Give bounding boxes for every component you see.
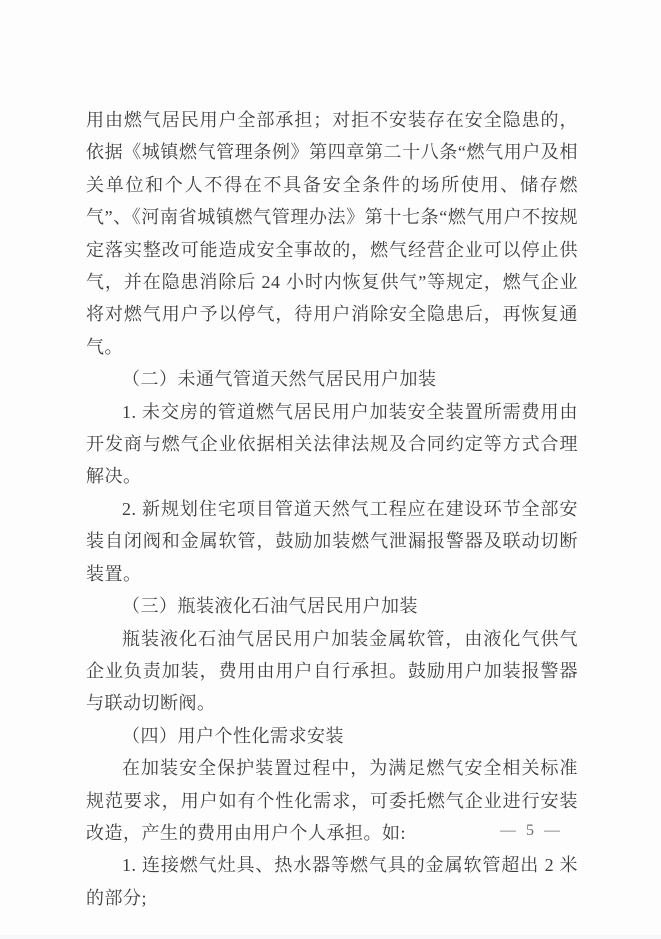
scan-edge-artifact (0, 935, 661, 939)
numbered-item-hose-excess: 1. 连接燃气灶具、热水器等燃气具的金属软管超出 2 米的部分; (86, 855, 578, 908)
continuation-paragraph: 用由燃气居民用户全部承担；对拒不安装存在安全隐患的，依据《城镇燃气管理条例》第四章第二十八条“燃气用户及相关单位和个人不得在不具备安全条件的场所使用、储存燃气”、《河南省城镇燃气管理办法》第十七条“燃气用户不按规定落实整改可能造成安全事故的，燃气经营企业可以停止供气，并在隐患消除后 24 小时内恢复供气”等规定，燃气企业将对燃气用户予以停气，待用户消除安全隐患后，再恢复通气。 (86, 110, 578, 357)
section-heading-two: （二）未通气管道天然气居民用户加装 (122, 369, 437, 390)
body-paragraph-custom-needs: 在加装安全保护装置过程中，为满足燃气安全相关标准规范要求，用户如有个性化需求，可委托燃气企业进行安装改造，产生的费用由用户个人承担。如: (86, 758, 578, 843)
numbered-item-2: 2. 新规划住宅项目管道天然气工程应在建设环节全部安装自闭阀和金属软管，鼓励加装燃气泄漏报警器及联动切断装置。 (86, 498, 578, 584)
section-heading-three: （三）瓶装液化石油气居民用户加装 (122, 596, 418, 617)
section-heading-four: （四）用户个性化需求安装 (122, 725, 344, 746)
body-paragraph-lpg-users: 瓶装液化石油气居民用户加装金属软管，由液化气供气企业负责加装，费用由用户自行承担。鼓励用户加装报警器与联动切断阀。 (86, 628, 578, 714)
page-number: — 5 — (500, 822, 563, 839)
numbered-item-1: 1. 未交房的管道燃气居民用户加装安全装置所需费用由开发商与燃气企业依据相关法律法规及合同约定等方式合理解决。 (86, 401, 578, 487)
document-body (86, 104, 578, 914)
